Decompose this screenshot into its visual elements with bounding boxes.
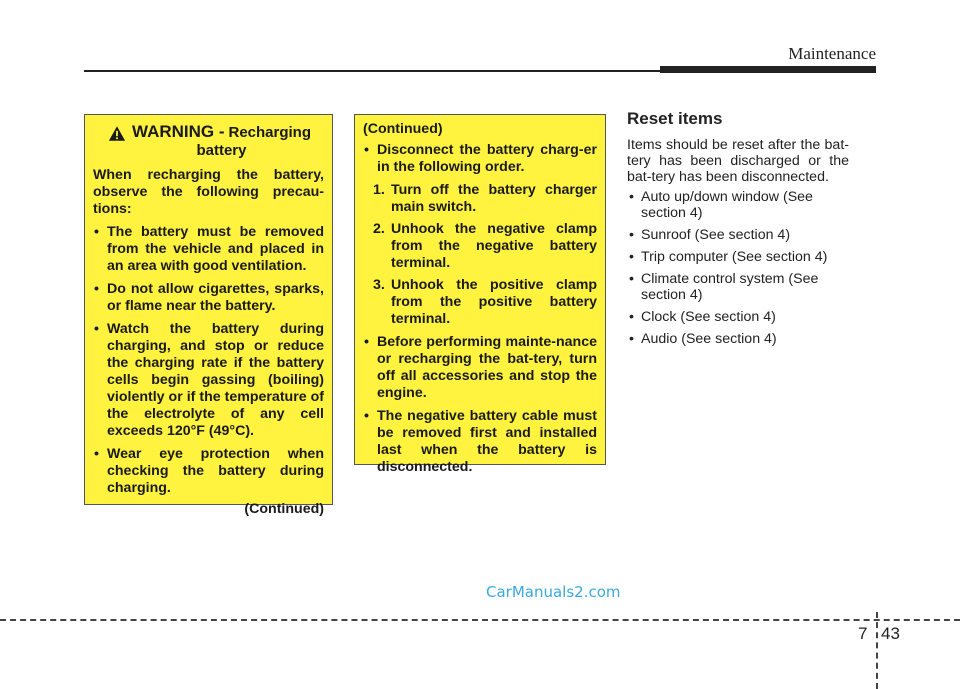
warning-subject-2: battery bbox=[196, 142, 247, 159]
warning-heading bbox=[95, 123, 324, 160]
step-item bbox=[373, 277, 597, 328]
watermark-link[interactable]: CarManuals2.com bbox=[486, 583, 621, 601]
step-number: 3. bbox=[373, 277, 385, 293]
step-number: 2. bbox=[373, 221, 385, 237]
list-item: • Audio (See section 4) bbox=[627, 331, 849, 347]
warning-cont-list bbox=[363, 142, 597, 176]
warning-box bbox=[84, 114, 333, 517]
list-item: • Clock (See section 4) bbox=[627, 309, 849, 325]
warning-label: WARNING - bbox=[131, 122, 225, 141]
header-rule bbox=[84, 70, 660, 72]
continued-start-label: (Continued) bbox=[363, 121, 443, 137]
list-item: • Auto up/down window (See section 4) bbox=[627, 189, 849, 221]
footer-vertical-rule bbox=[876, 612, 878, 689]
warning-intro: When recharging the battery, observe the following precau-tions: bbox=[93, 167, 324, 217]
section-body: Items should be reset after the bat-tery has been discharged or the bat-tery has been disconnected. bbox=[627, 137, 849, 185]
list-item: • The battery must be removed from the vehicle and placed in an area with good ventilation. bbox=[93, 224, 324, 275]
step-number: 1. bbox=[373, 182, 385, 198]
step-text: Unhook the negative clamp from the negative battery terminal. bbox=[391, 221, 597, 271]
list-item: • Trip computer (See section 4) bbox=[627, 249, 849, 265]
step-item bbox=[373, 182, 597, 216]
header-title: Maintenance bbox=[788, 44, 876, 63]
step-item bbox=[373, 221, 597, 272]
warning-list bbox=[93, 224, 324, 497]
step-text: Unhook the positive clamp from the positive battery terminal. bbox=[391, 277, 597, 327]
page-number: 43 bbox=[881, 624, 900, 643]
list-item: • Sunroof (See section 4) bbox=[627, 227, 849, 243]
reset-items-list bbox=[627, 189, 849, 347]
step-text: Turn off the battery charger main switch. bbox=[391, 182, 597, 215]
footer-dashed-rule bbox=[0, 619, 960, 621]
header-bar bbox=[660, 66, 876, 73]
list-item: • Climate control system (See section 4) bbox=[627, 271, 849, 303]
list-item bbox=[363, 142, 597, 176]
list-item: • Wear eye protection when checking the battery during charging. bbox=[93, 446, 324, 497]
reset-items-section bbox=[627, 111, 849, 353]
continued-label: (Continued) bbox=[244, 501, 324, 517]
list-item: • Watch the battery during charging, and stop or reduce the charging rate if the battery cells begin gassing (boiling) violently or if the temperature of the electrolyte of any cell exceeds 120°F (49°C). bbox=[93, 321, 324, 440]
warning-continued-box bbox=[354, 114, 606, 475]
warning-triangle-icon bbox=[108, 125, 126, 142]
list-item-text: Disconnect the battery charg-er in the following order. bbox=[377, 142, 597, 175]
section-title: Reset items bbox=[627, 109, 723, 128]
list-item: • The negative battery cable must be removed first and installed last when the battery is disconnected. bbox=[363, 408, 597, 476]
disconnect-steps bbox=[363, 182, 597, 328]
list-item: • Before performing mainte-nance or recharging the bat-tery, turn off all accessories and stop the engine. bbox=[363, 334, 597, 402]
list-item: • Do not allow cigarettes, sparks, or flame near the battery. bbox=[93, 281, 324, 315]
chapter-number: 7 bbox=[858, 624, 868, 643]
warning-cont-list-2 bbox=[363, 334, 597, 476]
warning-subject: Recharging bbox=[228, 124, 311, 141]
